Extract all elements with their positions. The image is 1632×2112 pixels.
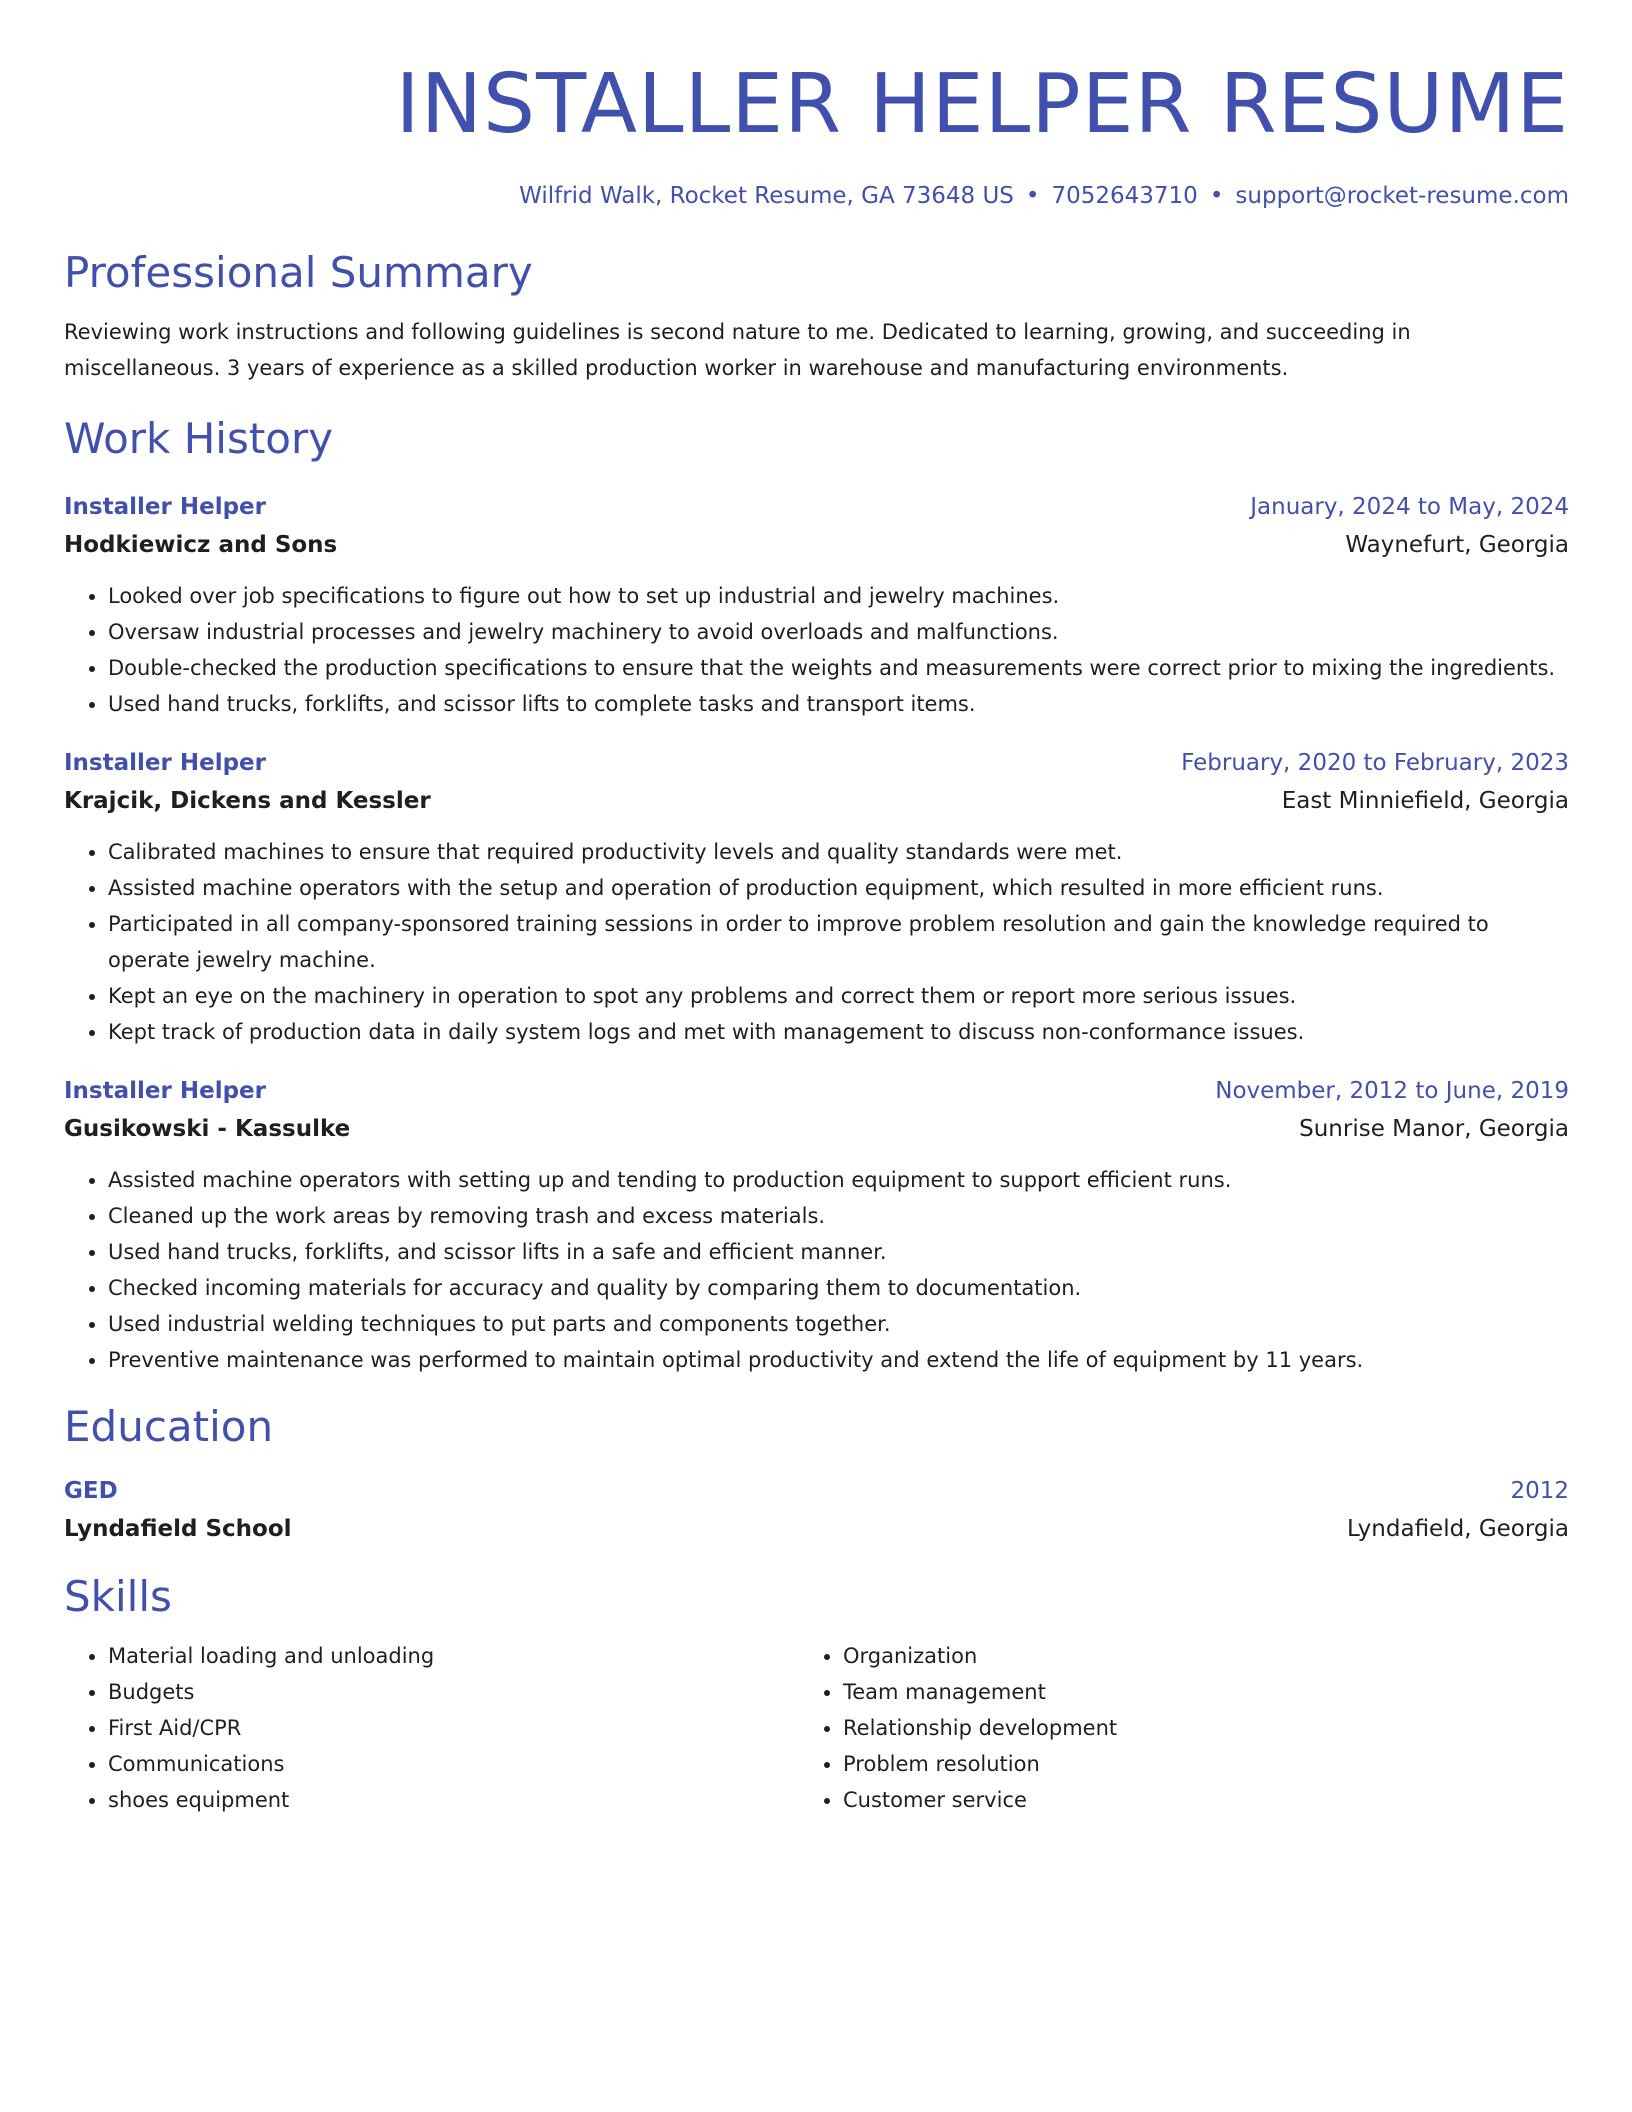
job-bullet: • Used hand trucks, forklifts, and scissor lifts in a safe and efficient manner. — [108, 1234, 1569, 1270]
job-dates: January, 2024 to May, 2024 — [1250, 494, 1569, 520]
job-bullet: • Checked incoming materials for accuracy and quality by comparing them to documentation. — [108, 1270, 1569, 1306]
job-company-row — [64, 1110, 1569, 1148]
job-dates: November, 2012 to June, 2019 — [1215, 1078, 1569, 1104]
contact-line — [64, 180, 1569, 212]
job-entry — [64, 744, 1569, 1050]
contact-separator: • — [1025, 183, 1040, 209]
education-heading: Education — [64, 1402, 274, 1451]
contact-phone: 7052643710 — [1051, 183, 1198, 209]
skill-item: • shoes equipment — [108, 1782, 799, 1818]
skill-item: • Organization — [843, 1638, 1534, 1674]
job-bullet: • Used hand trucks, forklifts, and scissor lifts to complete tasks and transport items. — [108, 686, 1569, 722]
skill-item: • First Aid/CPR — [108, 1710, 799, 1746]
skill-item: • Material loading and unloading — [108, 1638, 799, 1674]
job-bullet: • Cleaned up the work areas by removing trash and excess materials. — [108, 1198, 1569, 1234]
job-company: Gusikowski - Kassulke — [64, 1116, 351, 1142]
job-bullets — [64, 578, 1569, 722]
job-bullet: • Calibrated machines to ensure that required productivity levels and quality standards were met. — [108, 834, 1569, 870]
job-role: Installer Helper — [64, 750, 266, 776]
job-entry — [64, 1072, 1569, 1378]
skills-heading: Skills — [64, 1572, 172, 1621]
skills-column-right — [799, 1638, 1534, 1818]
job-title-row — [64, 488, 1569, 526]
education-school: Lyndafield School — [64, 1516, 292, 1542]
skill-item: • Problem resolution — [843, 1746, 1534, 1782]
job-company-row — [64, 782, 1569, 820]
job-entry — [64, 488, 1569, 722]
skills-grid — [64, 1638, 1569, 1818]
job-bullet: • Assisted machine operators with setting up and tending to production equipment to support efficient runs. — [108, 1162, 1569, 1198]
job-bullet: • Preventive maintenance was performed to maintain optimal productivity and extend the life of equipment by 11 years. — [108, 1342, 1569, 1378]
job-bullet: • Used industrial welding techniques to put parts and components together. — [108, 1306, 1569, 1342]
job-role: Installer Helper — [64, 1078, 266, 1104]
resume-header — [64, 52, 1569, 212]
resume-title: INSTALLER HELPER RESUME — [395, 57, 1569, 152]
job-bullets — [64, 834, 1569, 1050]
education-year: 2012 — [1510, 1478, 1569, 1504]
job-title-row — [64, 1072, 1569, 1110]
job-bullet: • Looked over job specifications to figure out how to set up industrial and jewelry machines. — [108, 578, 1569, 614]
education-degree: GED — [64, 1478, 118, 1504]
skill-item: • Budgets — [108, 1674, 799, 1710]
job-company-row — [64, 526, 1569, 564]
work-history-heading: Work History — [64, 414, 334, 463]
job-bullet: • Participated in all company-sponsored training sessions in order to improve problem resolution and gain the knowledge required to operate jewelry machine. — [108, 906, 1569, 978]
job-bullet: • Assisted machine operators with the setup and operation of production equipment, which resulted in more efficient runs. — [108, 870, 1569, 906]
skill-item: • Relationship development — [843, 1710, 1534, 1746]
education-location: Lyndafield, Georgia — [1346, 1516, 1569, 1542]
skills-column-left — [64, 1638, 799, 1818]
skill-item: • Team management — [843, 1674, 1534, 1710]
contact-email: support@rocket-resume.com — [1235, 183, 1569, 209]
skill-item: • Customer service — [843, 1782, 1534, 1818]
skill-item: • Communications — [108, 1746, 799, 1782]
job-location: Waynefurt, Georgia — [1345, 532, 1569, 558]
summary-text: Reviewing work instructions and following guidelines is second nature to me. Dedicated to learning, growing, and succeeding in miscellaneous. 3 years of experience as a skilled production worker in warehouse and manufacturing environments. — [64, 320, 1411, 380]
job-bullet: • Double-checked the production specifications to ensure that the weights and measurements were correct prior to mixing the ingredients. — [108, 650, 1569, 686]
education-school-row — [64, 1510, 1569, 1548]
job-title-row — [64, 744, 1569, 782]
job-company: Krajcik, Dickens and Kessler — [64, 788, 431, 814]
job-company: Hodkiewicz and Sons — [64, 532, 338, 558]
contact-address: Wilfrid Walk, Rocket Resume, GA 73648 US — [519, 183, 1014, 209]
job-bullet: • Kept track of production data in daily system logs and met with management to discuss non-conformance issues. — [108, 1014, 1569, 1050]
job-role: Installer Helper — [64, 494, 266, 520]
contact-separator: • — [1209, 183, 1224, 209]
job-bullet: • Oversaw industrial processes and jewelry machinery to avoid overloads and malfunctions. — [108, 614, 1569, 650]
job-bullets — [64, 1162, 1569, 1378]
summary-heading: Professional Summary — [64, 248, 533, 297]
job-bullet: • Kept an eye on the machinery in operation to spot any problems and correct them or report more serious issues. — [108, 978, 1569, 1014]
education-entry — [64, 1472, 1569, 1548]
education-degree-row — [64, 1472, 1569, 1510]
job-location: East Minniefield, Georgia — [1281, 788, 1569, 814]
job-location: Sunrise Manor, Georgia — [1299, 1116, 1569, 1142]
job-dates: February, 2020 to February, 2023 — [1181, 750, 1569, 776]
